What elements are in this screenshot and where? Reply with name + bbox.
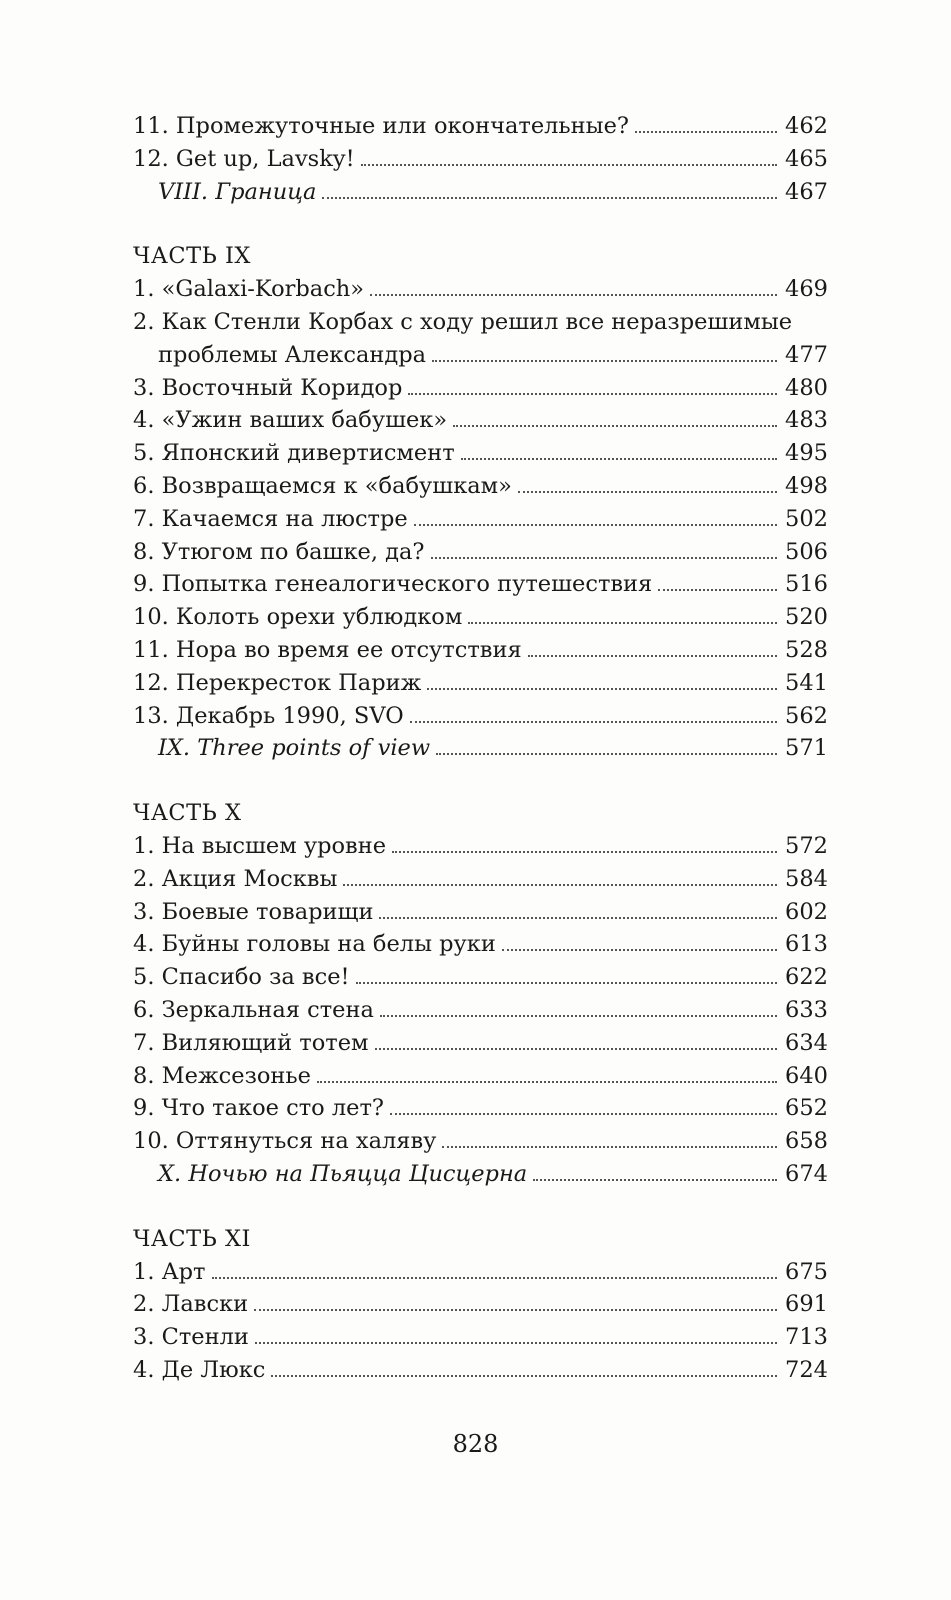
dot-leader [431,557,778,559]
toc-entry-title: 9. Попытка генеалогического путешествия [133,571,653,598]
toc-entry-title: 12. Get up, Lavsky! [133,145,355,172]
toc-entry-page: 572 [785,832,828,859]
toc-entry-page: 634 [785,1029,828,1056]
toc-entry-page: 541 [785,669,828,696]
toc-entry [133,503,828,536]
dot-leader [408,393,777,395]
table-of-contents [133,110,828,1387]
toc-entry [133,536,828,569]
toc-entry-title: 1. Арт [133,1258,206,1285]
toc-section-summary [133,1158,828,1191]
toc-entry [133,601,828,634]
page-number-footer: 828 [452,1430,499,1458]
toc-entry-title-continuation: проблемы Александра [158,341,427,368]
toc-entry [133,143,828,176]
toc-entry [133,1060,828,1093]
toc-entry-title: 1. На высшем уровне [133,832,387,859]
toc-entry [133,928,828,961]
toc-entry-title: 5. Спасибо за все! [133,964,350,991]
dot-leader [502,949,777,951]
toc-entry-title: 10. Колоть орехи ублюдком [133,604,463,631]
toc-entry [133,404,828,437]
dot-leader [518,491,777,493]
toc-entry-title: 11. Нора во время ее отсутствия [133,636,522,663]
toc-entry-line [133,339,828,372]
toc-entry [133,437,828,470]
toc-entry-title: 6. Возвращаемся к «бабушкам» [133,472,512,499]
toc-entry [133,961,828,994]
toc-entry-title: 8. Межсезонье [133,1062,311,1089]
toc-entry-title: 1. «Galaxi-Korbach» [133,276,365,303]
toc-entry-title: 4. Де Люкс [133,1356,266,1383]
toc-entry-page: 571 [785,735,828,762]
dot-leader [254,1309,777,1311]
toc-intro-section [133,110,828,208]
dot-leader [322,197,777,199]
toc-parts [133,240,828,1386]
toc-entry [133,372,828,405]
toc-entry-page: 520 [785,604,828,631]
toc-entry [133,110,828,143]
dot-leader [343,884,777,886]
toc-entry [133,1256,828,1289]
toc-entry [133,1321,828,1354]
toc-entry-title: 11. Промежуточные или окончательные? [133,113,629,139]
toc-entry-page: 462 [785,113,828,139]
dot-leader [528,655,777,657]
toc-entry-title: 4. Буйны головы на белы руки [133,931,496,958]
dot-leader [370,294,777,296]
toc-entry-page: 724 [785,1356,828,1383]
toc-part-section [133,240,828,765]
dot-leader [427,688,777,690]
toc-entry-title: X. Ночью на Пьяцца Цисцерна [158,1160,528,1187]
toc-entry-page: 713 [785,1324,828,1351]
toc-entry-title: 3. Стенли [133,1324,249,1351]
dot-leader [432,360,777,362]
toc-entry-page: 483 [785,407,828,434]
toc-entry [133,700,828,733]
toc-entry-page: 691 [785,1291,828,1318]
dot-leader [658,589,777,591]
toc-entry [133,568,828,601]
toc-entry-title: 10. Оттянуться на халяву [133,1128,437,1155]
toc-entry-page: 622 [785,964,828,991]
dot-leader [461,458,777,460]
toc-entry [133,994,828,1027]
toc-entry-page: 495 [785,440,828,467]
toc-entry-page: 613 [785,931,828,958]
toc-entry [133,1288,828,1321]
toc-entry-page: 674 [785,1160,828,1187]
dot-leader [356,982,777,984]
dot-leader [436,753,777,755]
toc-entry-title: VIII. Граница [158,178,317,205]
dot-leader [271,1375,777,1377]
toc-entry [133,863,828,896]
toc-entry-page: 640 [785,1062,828,1089]
dot-leader [533,1179,777,1181]
toc-entry [133,667,828,700]
toc-entry-page: 467 [785,178,828,205]
toc-entry-title: 5. Японский дивертисмент [133,440,455,467]
toc-entry-line [133,306,828,339]
toc-entry-page: 675 [785,1258,828,1285]
toc-entry-page: 528 [785,636,828,663]
dot-leader [317,1081,777,1083]
toc-entry-title: 12. Перекресток Париж [133,669,422,696]
toc-entry-title: 3. Боевые товарищи [133,898,374,925]
toc-entry-page: 658 [785,1128,828,1155]
dot-leader [212,1277,778,1279]
toc-entry [133,896,828,929]
toc-entry-title: 13. Декабрь 1990, SVO [133,702,404,729]
dot-leader [468,622,777,624]
toc-entry-page: 465 [785,145,828,172]
dot-leader [442,1146,777,1148]
toc-entry-page: 480 [785,374,828,401]
toc-entry-page: 469 [785,276,828,303]
toc-section-summary [133,176,828,209]
toc-entry-page: 516 [785,571,828,598]
toc-entry-title: 7. Качаемся на люстре [133,505,408,532]
toc-entry-page: 584 [785,865,828,892]
toc-entry [133,634,828,667]
toc-entry-title: IX. Three points of view [158,735,431,762]
toc-entry-page: 633 [785,996,828,1023]
toc-entry [133,1092,828,1125]
toc-entry [133,470,828,503]
toc-entry-page: 477 [785,341,828,368]
dot-leader [380,1015,777,1017]
toc-entry [133,1125,828,1158]
toc-entry-title: 9. Что такое сто лет? [133,1095,384,1122]
toc-entry-title: 2. Акция Москвы [133,865,338,892]
toc-entry-title: 2. Как Стенли Корбах с ходу решил все неразрешимые [133,308,793,335]
toc-part-section [133,1223,828,1387]
toc-entry-title: 7. Виляющий тотем [133,1029,369,1056]
toc-entry-page: 502 [785,505,828,532]
dot-leader [375,1048,778,1050]
dot-leader [453,425,777,427]
toc-entry-title: 3. Восточный Коридор [133,374,403,401]
toc-section-summary [133,732,828,765]
dot-leader [410,721,777,723]
dot-leader [414,524,777,526]
toc-entry [133,273,828,306]
toc-entry [133,830,828,863]
toc-entry [133,1027,828,1060]
toc-entry-title: 8. Утюгом по башке, да? [133,538,425,565]
dot-leader [390,1113,777,1115]
dot-leader [379,917,777,919]
part-heading: ЧАСТЬ IX [133,243,251,270]
dot-leader [361,164,777,166]
toc-entry-page: 562 [785,702,828,729]
dot-leader [635,131,777,133]
toc-entry-page: 506 [785,538,828,565]
part-heading: ЧАСТЬ XI [133,1225,251,1252]
toc-entry [133,1354,828,1387]
toc-entry-page: 602 [785,898,828,925]
part-heading: ЧАСТЬ X [133,800,242,827]
toc-entry-title: 2. Лавски [133,1291,249,1318]
dot-leader [255,1342,777,1344]
toc-entry-page: 498 [785,472,828,499]
dot-leader [392,851,777,853]
toc-entry-title: 6. Зеркальная стена [133,996,374,1023]
toc-entry-page: 652 [785,1095,828,1122]
toc-part-section [133,797,828,1191]
toc-entry-title: 4. «Ужин ваших бабушек» [133,407,448,434]
